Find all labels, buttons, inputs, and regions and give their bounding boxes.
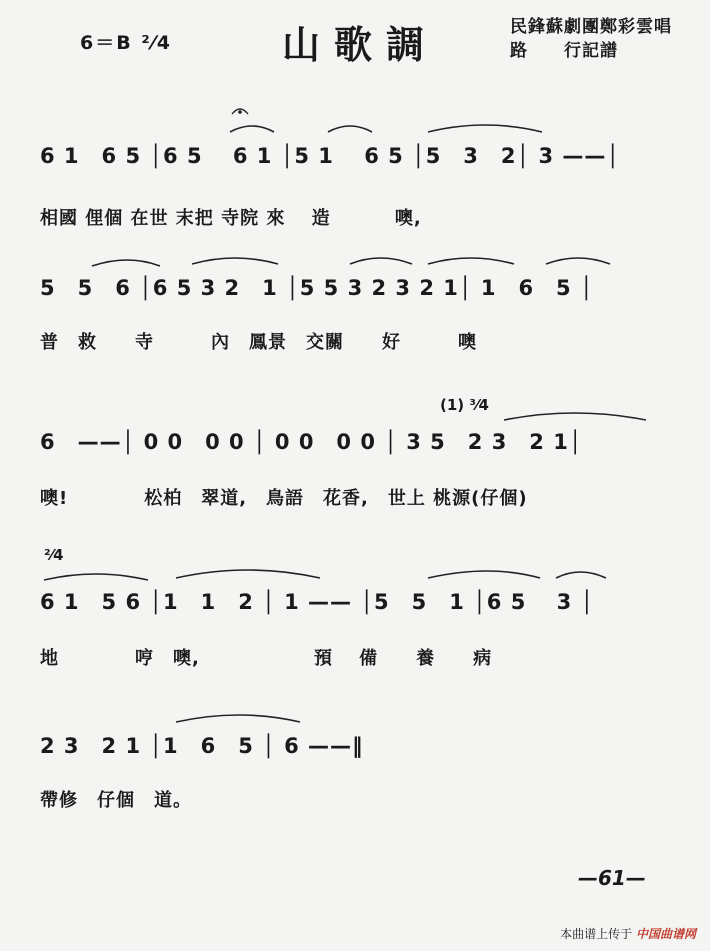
key-signature: 6＝B ²⁄4 [80,32,173,54]
lyrics-line-4: 地 哼 噢, 預 備 養 病 [40,648,493,669]
lyrics-line-1: 相國 俚個 在世 末把 寺院 來 造 噢, [40,208,422,229]
lyrics-line-3: 噢! 松柏 翠道, 鳥語 花香, 世上 桃源(仔個) [40,488,528,509]
notation-line-4: 6 1 5 6 │1 1 2 │ 1 —— │5 5 1 │6 5 3 │ [40,590,595,614]
lyrics-line-2: 普 救 寺 內 鳳景 交關 好 噢 [40,332,477,353]
notation-credit: 路 行記譜 [510,41,618,61]
song-title: 山歌調 [282,22,439,67]
notation-line-3: 6 ——│ 0 0 0 0 │ 0 0 0 0 │ 3 5 2 3 2 1│ [40,430,583,454]
page-number: —61— [578,866,646,890]
site-logo: 中国曲谱网 [635,927,696,941]
notation-line-2: 5 5 6 │6 5 3 2 1 │5 5 3 2 3 2 1│ 1 6 5 │ [40,276,594,300]
upload-footer [560,925,696,942]
footer-text: 本曲谱上传于 [560,927,633,941]
lyrics-line-5: 帶修 仔個 道。 [40,790,192,811]
notation-line-1: 6 1 6 5 │6 5 6 1 │5 1 6 5 │5 3 2│ 3 ——│ [40,144,621,168]
time-signature-annotation: (1) ³⁄4 [440,396,489,414]
singer-credit: 民鋒蘇劇團鄭彩雲唱 [510,17,672,37]
notation-line-5: 2 3 2 1 │1 6 5 │ 6 ——‖ [40,734,364,758]
time-signature-annotation: ²⁄4 [44,546,64,564]
